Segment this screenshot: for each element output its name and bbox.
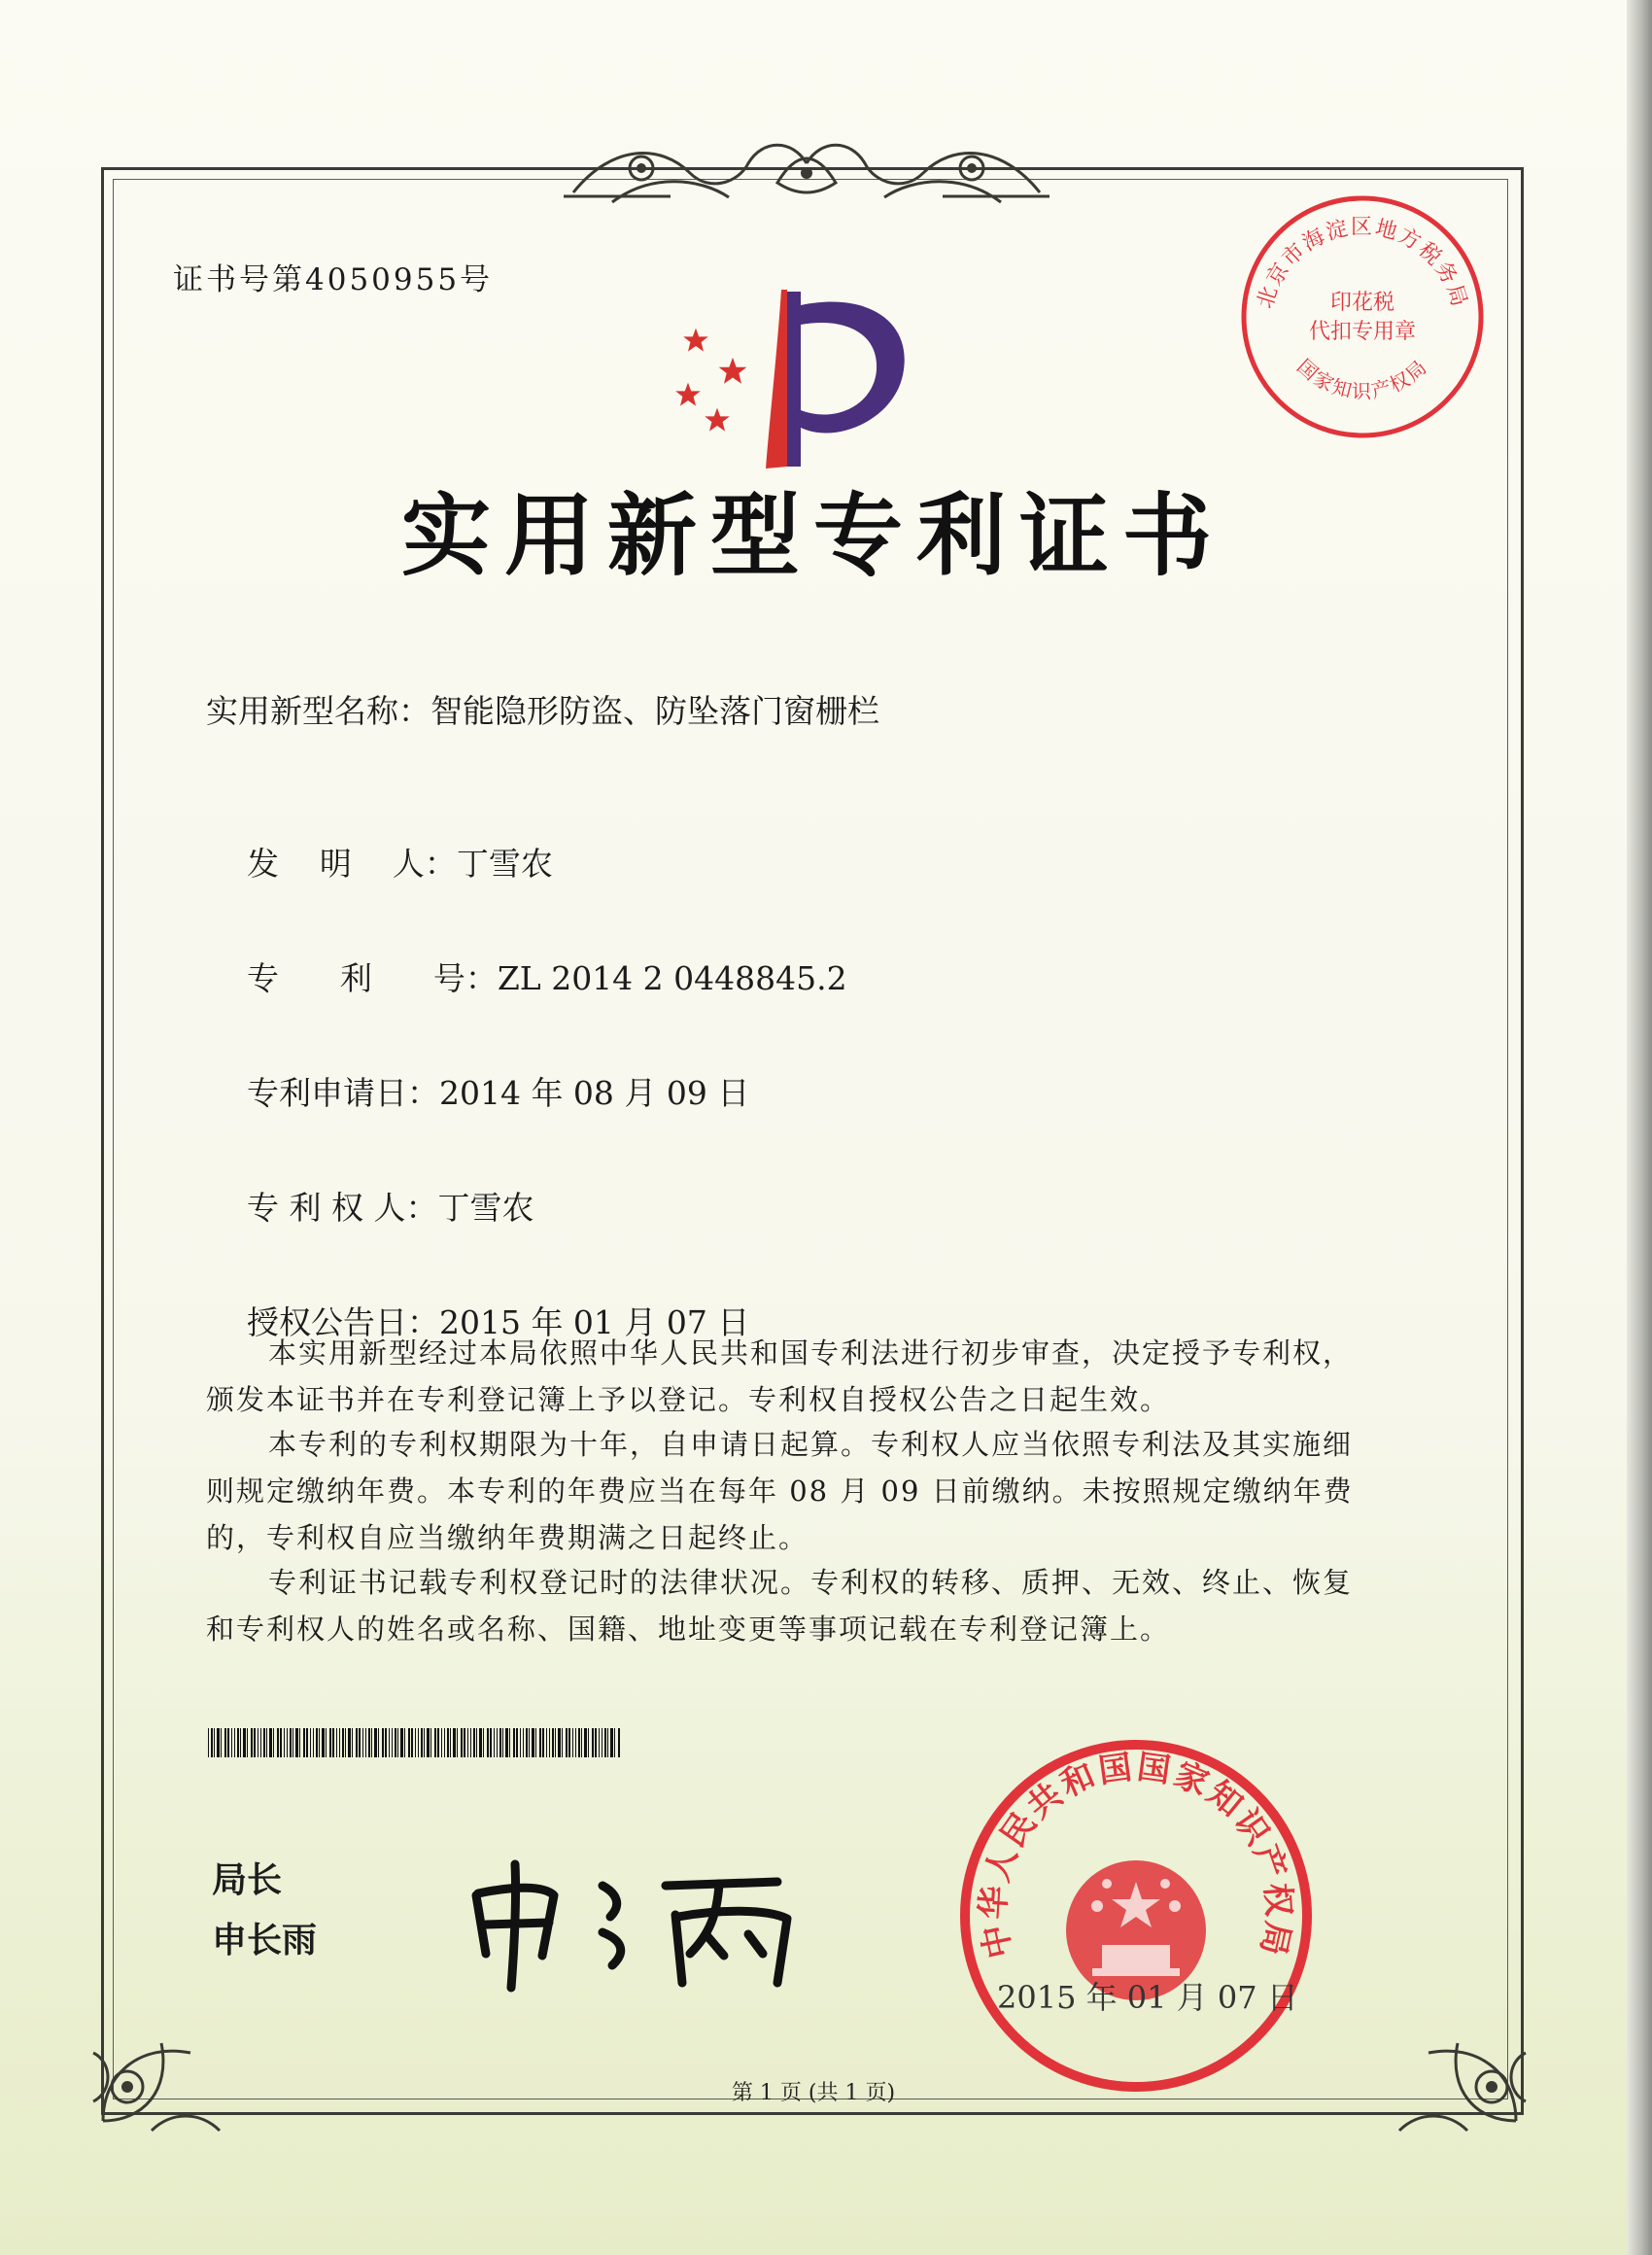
barcode-bar	[339, 1728, 340, 1757]
barcode-bar	[520, 1728, 521, 1757]
body-paragraph: 本专利的专利权期限为十年，自申请日起算。专利权人应当依照专利法及其实施细则规定缴纳年费。本专利的年费应当在每年 08 月 09 日前缴纳。未按照规定缴纳年费的，专利权自应当缴纳年费期满之日起终止。	[206, 1428, 1354, 1554]
field-patentee	[206, 1145, 533, 1266]
barcode-bar	[392, 1728, 393, 1757]
barcode-bar	[566, 1728, 568, 1757]
barcode-bar	[479, 1728, 482, 1757]
barcode-bar	[332, 1728, 334, 1757]
barcode-bar	[299, 1728, 300, 1757]
barcode-bar	[221, 1728, 222, 1757]
field-value: ZL 2014 2 0448845.2	[497, 959, 847, 997]
barcode-bar	[319, 1728, 320, 1757]
barcode-bar	[584, 1728, 587, 1757]
certificate-number: 证书号第4050955号	[173, 262, 494, 297]
barcode-bar	[618, 1728, 620, 1757]
barcode-bar	[385, 1728, 387, 1757]
barcode-bar	[254, 1728, 256, 1757]
barcode-bar	[578, 1728, 580, 1757]
barcode-bar	[509, 1728, 510, 1757]
barcode-bar	[476, 1728, 477, 1757]
barcode-bar	[243, 1728, 246, 1757]
barcode-bar	[336, 1728, 337, 1757]
barcode-bar	[224, 1728, 226, 1757]
field-label: 专 利 号：	[246, 959, 498, 997]
field-patent-number	[206, 916, 847, 1037]
barcode-bar	[558, 1728, 561, 1757]
barcode-bar	[421, 1728, 423, 1757]
barcode-bar	[395, 1728, 396, 1757]
field-value: 2014 年 08 月 09 日	[438, 1074, 750, 1112]
director-title: 局长	[212, 1860, 283, 1900]
barcode-bar	[356, 1728, 358, 1757]
barcode-bar	[322, 1728, 325, 1757]
barcode-bar	[581, 1728, 582, 1757]
barcode-bar	[411, 1728, 413, 1757]
barcode-bar	[326, 1728, 327, 1757]
barcode-bar	[378, 1728, 379, 1757]
field-utility-model-name	[206, 686, 879, 732]
barcode-bar	[614, 1728, 615, 1757]
barcode-bar	[352, 1728, 353, 1757]
sipo-logo-icon	[672, 282, 915, 476]
barcode-bar	[444, 1728, 445, 1757]
barcode-bar	[365, 1728, 366, 1757]
barcode-bar	[461, 1728, 463, 1757]
corner-ornament-bottom-left-icon	[84, 1995, 229, 2140]
barcode-bar	[599, 1728, 600, 1757]
barcode-bar	[552, 1728, 554, 1757]
barcode-bar	[424, 1728, 425, 1757]
barcode-bar	[470, 1728, 471, 1757]
barcode-bar	[284, 1728, 285, 1757]
barcode-bar	[457, 1728, 458, 1757]
barcode-bar	[362, 1728, 363, 1757]
barcode-bar	[555, 1728, 556, 1757]
certificate-title: 实用新型专利证书	[400, 483, 1225, 588]
barcode-bar	[397, 1728, 398, 1757]
barcode-bar	[453, 1728, 456, 1757]
barcode-bar	[499, 1728, 501, 1757]
barcode-bar	[231, 1728, 232, 1757]
barcode-bar	[542, 1728, 544, 1757]
field-label: 专 利 权 人：	[246, 1189, 438, 1227]
seal-ring-text: 中华人民共和国国家知识产权局	[974, 1748, 1298, 1962]
barcode-bar	[434, 1728, 436, 1757]
barcode-bar	[287, 1728, 288, 1757]
field-value: 智能隐形防盗、防坠落门窗栅栏	[430, 692, 879, 730]
barcode-bar	[467, 1728, 468, 1757]
barcode-bar	[427, 1728, 430, 1757]
barcode-bar	[535, 1728, 536, 1757]
barcode-bar	[277, 1728, 279, 1757]
barcode-bar	[532, 1728, 534, 1757]
tax-stamp-ring-text: 北京市海淀区地方税务局	[1253, 215, 1472, 312]
svg-text:国家知识产权局	[1292, 355, 1432, 403]
barcode-bar	[211, 1728, 213, 1757]
scan-edge	[1627, 0, 1652, 2255]
barcode-bar	[483, 1728, 484, 1757]
field-inventor	[206, 801, 553, 922]
barcode-bar	[214, 1728, 215, 1757]
barcode-bar	[371, 1728, 372, 1757]
barcode-bar	[539, 1728, 541, 1757]
barcode-bar	[266, 1728, 267, 1757]
field-application-date	[206, 1030, 749, 1152]
barcode-bar	[404, 1728, 405, 1757]
barcode-bar	[313, 1728, 314, 1757]
barcode-bar	[464, 1728, 465, 1757]
field-value: 2015 年 01 月 07 日	[438, 1303, 750, 1341]
barcode-bar	[572, 1728, 573, 1757]
barcode-bar	[290, 1728, 292, 1757]
barcode-bar	[490, 1728, 492, 1757]
field-value: 丁雪农	[456, 845, 553, 883]
barcode-bar	[368, 1728, 370, 1757]
barcode-bar	[450, 1728, 451, 1757]
barcode-bar	[316, 1728, 318, 1757]
barcode-bar	[295, 1728, 298, 1757]
barcode-bar	[529, 1728, 530, 1757]
barcode-bar	[408, 1728, 410, 1757]
barcode-bar	[345, 1728, 346, 1757]
field-label: 专利申请日：	[246, 1074, 439, 1112]
handwritten-signature-icon	[457, 1847, 826, 1993]
barcode-bar	[280, 1728, 282, 1757]
barcode-bar	[610, 1728, 613, 1757]
barcode-bar	[237, 1728, 239, 1757]
barcode-icon	[208, 1728, 622, 1757]
barcode-bar	[263, 1728, 265, 1757]
barcode-bar	[329, 1728, 331, 1757]
barcode-bar	[234, 1728, 235, 1757]
field-label: 实用新型名称：	[206, 692, 430, 730]
director-name: 申长雨	[212, 1921, 318, 1960]
barcode-bar	[516, 1728, 518, 1757]
barcode-bar	[251, 1728, 253, 1757]
barcode-bar	[247, 1728, 248, 1757]
official-seal-icon	[956, 1736, 1316, 2096]
barcode-bar	[208, 1728, 209, 1757]
barcode-bar	[303, 1728, 305, 1757]
barcode-bar	[494, 1728, 495, 1757]
barcode-bar	[374, 1728, 377, 1757]
tax-stamp-center-text-2: 代扣专用章	[1308, 320, 1417, 344]
barcode-bar	[310, 1728, 311, 1757]
barcode-bar	[595, 1728, 597, 1757]
barcode-bar	[227, 1728, 229, 1757]
body-paragraph: 本实用新型经过本局依照中华人民共和国专利法进行初步审查，决定授予专利权，颁发本证书并在专利登记簿上予以登记。专利权自授权公告之日起生效。	[206, 1336, 1354, 1416]
barcode-bar	[513, 1728, 515, 1757]
barcode-bar	[568, 1728, 570, 1757]
barcode-bar	[505, 1728, 508, 1757]
barcode-bar	[562, 1728, 563, 1757]
barcode-bar	[546, 1728, 547, 1757]
barcode-bar	[502, 1728, 503, 1757]
field-label: 发 明 人：	[246, 845, 457, 883]
barcode-bar	[217, 1728, 220, 1757]
field-value: 丁雪农	[437, 1189, 534, 1227]
barcode-bar	[437, 1728, 439, 1757]
tax-stamp-center-text-1: 印花税	[1329, 291, 1395, 315]
barcode-bar	[497, 1728, 498, 1757]
barcode-bar	[447, 1728, 449, 1757]
barcode-bar	[604, 1728, 606, 1757]
barcode-bar	[260, 1728, 261, 1757]
barcode-bar	[441, 1728, 442, 1757]
barcode-bar	[607, 1728, 608, 1757]
barcode-bar	[348, 1728, 351, 1757]
barcode-bar	[240, 1728, 241, 1757]
corner-ornament-bottom-right-icon	[1390, 1995, 1535, 2140]
barcode-bar	[473, 1728, 475, 1757]
page-number: 第 1 页 (共 1 页)	[731, 2081, 896, 2105]
barcode-bar	[400, 1728, 403, 1757]
barcode-bar	[588, 1728, 589, 1757]
barcode-bar	[269, 1728, 272, 1757]
barcode-bar	[415, 1728, 416, 1757]
seal-date: 2015 年 01 月 07 日	[997, 1979, 1298, 2016]
tax-stamp-icon	[1236, 191, 1489, 443]
body-paragraph: 专利证书记载专利权登记时的法律状况。专利权的转移、质押、无效、终止、恢复和专利权人的姓名或名称、国籍、地址变更等事项记载在专利登记簿上。	[206, 1566, 1354, 1646]
barcode-bar	[430, 1728, 431, 1757]
barcode-bar	[526, 1728, 528, 1757]
barcode-bar	[523, 1728, 524, 1757]
top-ornament-icon	[554, 124, 1059, 214]
barcode-bar	[418, 1728, 419, 1757]
barcode-bar	[549, 1728, 550, 1757]
barcode-bar	[273, 1728, 274, 1757]
barcode-bar	[487, 1728, 489, 1757]
barcode-bar	[382, 1728, 384, 1757]
barcode-bar	[575, 1728, 576, 1757]
tax-stamp-bottom-text: 国家知识产权局	[1292, 354, 1432, 403]
barcode-bar	[592, 1728, 594, 1757]
barcode-bar	[389, 1728, 390, 1757]
barcode-bar	[342, 1728, 344, 1757]
field-label: 授权公告日：	[246, 1303, 439, 1341]
barcode-bar	[306, 1728, 308, 1757]
barcode-bar	[359, 1728, 361, 1757]
